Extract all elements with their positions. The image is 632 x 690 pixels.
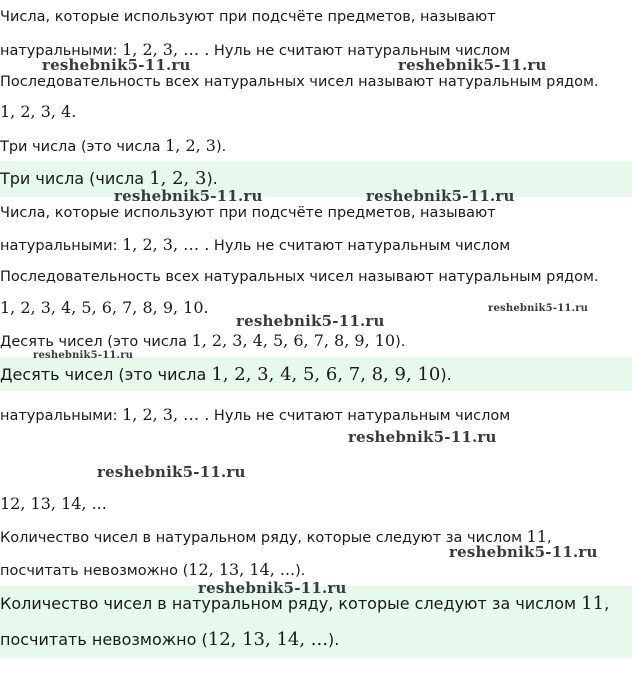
text-line: Последовательность всех натуральных чисел называют натуральным рядом. xyxy=(0,269,599,285)
text-line xyxy=(0,405,510,426)
text-span: натуральными: xyxy=(0,408,123,424)
text-span: ). xyxy=(295,563,306,579)
text-span: , xyxy=(547,530,552,546)
text-span: посчитать невозможно ( xyxy=(0,563,189,579)
watermark: reshebnik5-11.ru xyxy=(97,463,246,481)
text-span: ). xyxy=(440,365,452,384)
text-span: Три числа (числа xyxy=(0,169,150,188)
text-span: натуральными: xyxy=(0,238,123,254)
math-span: 1, 2, 3 xyxy=(149,168,207,189)
text-span: ). xyxy=(206,169,218,188)
math-span: 1, 2, 3, … . xyxy=(122,235,210,254)
text-line xyxy=(0,136,226,157)
text-line xyxy=(0,629,339,651)
text-span: натуральными: xyxy=(0,43,123,59)
math-span: 1, 2, 3, … . xyxy=(122,405,210,424)
math-span: 12, 13, 14, ... xyxy=(188,560,296,579)
watermark: reshebnik5-11.ru xyxy=(198,579,347,597)
math-span: 1, 2, 3 xyxy=(165,136,216,155)
text-line: Числа, которые используют при подсчёте предметов, называют xyxy=(0,9,496,25)
watermark: reshebnik5-11.ru xyxy=(236,312,385,330)
text-line xyxy=(0,560,305,581)
math-span: 1, 2, 3, 4, 5, 6, 7, 8, 9, 10 xyxy=(211,364,441,385)
watermark: reshebnik5-11.ru xyxy=(42,56,191,74)
text-span: , xyxy=(604,594,610,613)
text-span: Количество чисел в натуральном ряду, которые следуют за числом xyxy=(0,530,527,546)
text-line xyxy=(0,331,405,352)
watermark: reshebnik5-11.ru xyxy=(488,303,589,314)
watermark: reshebnik5-11.ru xyxy=(449,543,598,561)
watermark: reshebnik5-11.ru xyxy=(33,350,134,361)
math-span: 11 xyxy=(526,527,548,546)
text-span: Десять чисел (это числа xyxy=(0,334,192,350)
text-span: Десять чисел (это числа xyxy=(0,365,212,384)
text-line: Последовательность всех натуральных чисел называют натуральным рядом. xyxy=(0,74,599,90)
watermark: reshebnik5-11.ru xyxy=(366,187,515,205)
text-span: ). xyxy=(327,630,340,649)
text-span: посчитать невозможно ( xyxy=(0,630,208,649)
watermark: reshebnik5-11.ru xyxy=(348,428,497,446)
text-span: ). xyxy=(395,334,406,350)
math-span: 12, 13, 14, ... xyxy=(207,629,328,650)
watermark: reshebnik5-11.ru xyxy=(114,187,263,205)
math-line: 12, 13, 14, ... xyxy=(0,494,107,513)
text-span: Нуль не считают натуральным числом xyxy=(209,238,511,254)
text-span: Нуль не считают натуральным числом xyxy=(209,43,511,59)
math-line: 1, 2, 3, 4. xyxy=(0,102,77,121)
math-span: 11 xyxy=(581,593,605,614)
text-line xyxy=(0,235,510,256)
text-span: Три числа (это числа xyxy=(0,139,166,155)
math-line: 1, 2, 3, 4, 5, 6, 7, 8, 9, 10. xyxy=(0,298,209,317)
text-line xyxy=(0,364,452,386)
math-span: 1, 2, 3, … . xyxy=(122,40,210,59)
watermark: reshebnik5-11.ru xyxy=(398,56,547,74)
math-span: 1, 2, 3, 4, 5, 6, 7, 8, 9, 10 xyxy=(191,331,396,350)
text-span: ). xyxy=(215,139,227,155)
text-span: Количество чисел в натуральном ряду, которые следуют за числом xyxy=(0,594,582,613)
text-span: Нуль не считают натуральным числом xyxy=(209,408,511,424)
text-line: Числа, которые используют при подсчёте предметов, называют xyxy=(0,205,496,221)
